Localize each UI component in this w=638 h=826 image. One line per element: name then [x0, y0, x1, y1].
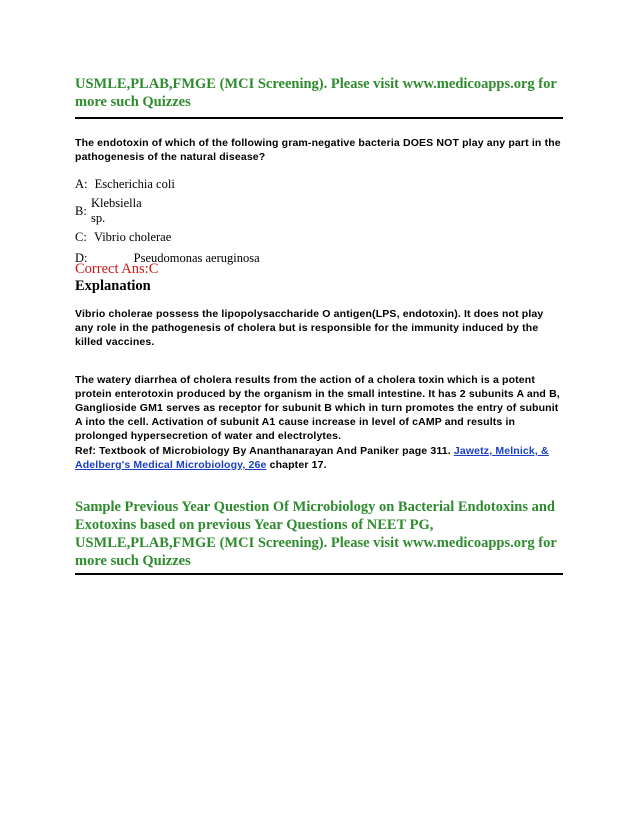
question-text: The endotoxin of which of the following gram-negative bacteria DOES NOT play any part in the pathogenesis of the natural disease?	[75, 137, 561, 163]
option-b-text-line-2: sp.	[91, 211, 106, 225]
option-d-text: Pseudomonas aeruginosa	[133, 251, 260, 265]
footer-line-1: Sample Previous Year Question Of Microbiology on Bacterial Endotoxins and	[75, 499, 556, 515]
explanation-paragraph-2: The watery diarrhea of cholera results from the action of a cholera toxin which is a potent protein enterotoxin produced by the organism in the small intestine. It has 2 subunits A and B, Ganglioside GM1 serves as receptor for subunit B which in turn promotes the entry of subunit A into the cell. Activation of subunit A1 cause increase in level of cAMP and results in prolonged hypersecretion of water and electrolytes.	[75, 374, 560, 442]
header-divider	[75, 117, 563, 119]
option-b-text-line-1: Klebsiella	[91, 196, 142, 210]
footer-line-2: Exotoxins based on previous Year Questions of NEET PG,	[75, 517, 434, 533]
option-a	[75, 176, 563, 193]
option-a-letter: A:	[75, 177, 88, 191]
reference-link[interactable]: Jawetz, Melnick, & Adelberg's Medical Microbiology, 26e	[75, 445, 549, 471]
header-line-2: more such Quizzes	[75, 94, 191, 110]
reference	[75, 444, 563, 472]
option-b	[75, 195, 563, 227]
page-footer	[75, 498, 563, 570]
page-header	[75, 75, 563, 111]
reference-prefix: Ref: Textbook of Microbiology By Ananthanarayan And Paniker page 311.	[75, 445, 451, 457]
option-a-text: Escherichia coli	[94, 177, 175, 191]
header-line-1: USMLE,PLAB,FMGE (MCI Screening). Please visit www.medicoapps.org for	[75, 76, 557, 92]
explanation-paragraph-1: Vibrio cholerae possess the lipopolysaccharide O antigen(LPS, endotoxin). It does not play any role in the pathogenesis of cholera but is responsible for the immunity induced by the killed vaccines.	[75, 308, 544, 348]
option-c-letter: C:	[75, 230, 87, 244]
footer-line-3: USMLE,PLAB,FMGE (MCI Screening). Please visit www.medicoapps.org for	[75, 535, 557, 551]
reference-suffix: chapter 17.	[269, 459, 327, 471]
option-c-text: Vibrio cholerae	[93, 230, 172, 244]
explanation-heading: Explanation	[75, 278, 151, 294]
correct-answer: Correct Ans:C	[75, 261, 159, 277]
option-c	[75, 229, 563, 246]
option-b-letter: B:	[75, 204, 87, 218]
answer-options	[75, 176, 563, 267]
option-d-letter: D:	[75, 251, 88, 265]
footer-divider	[75, 573, 563, 575]
footer-line-4: more such Quizzes	[75, 553, 191, 569]
